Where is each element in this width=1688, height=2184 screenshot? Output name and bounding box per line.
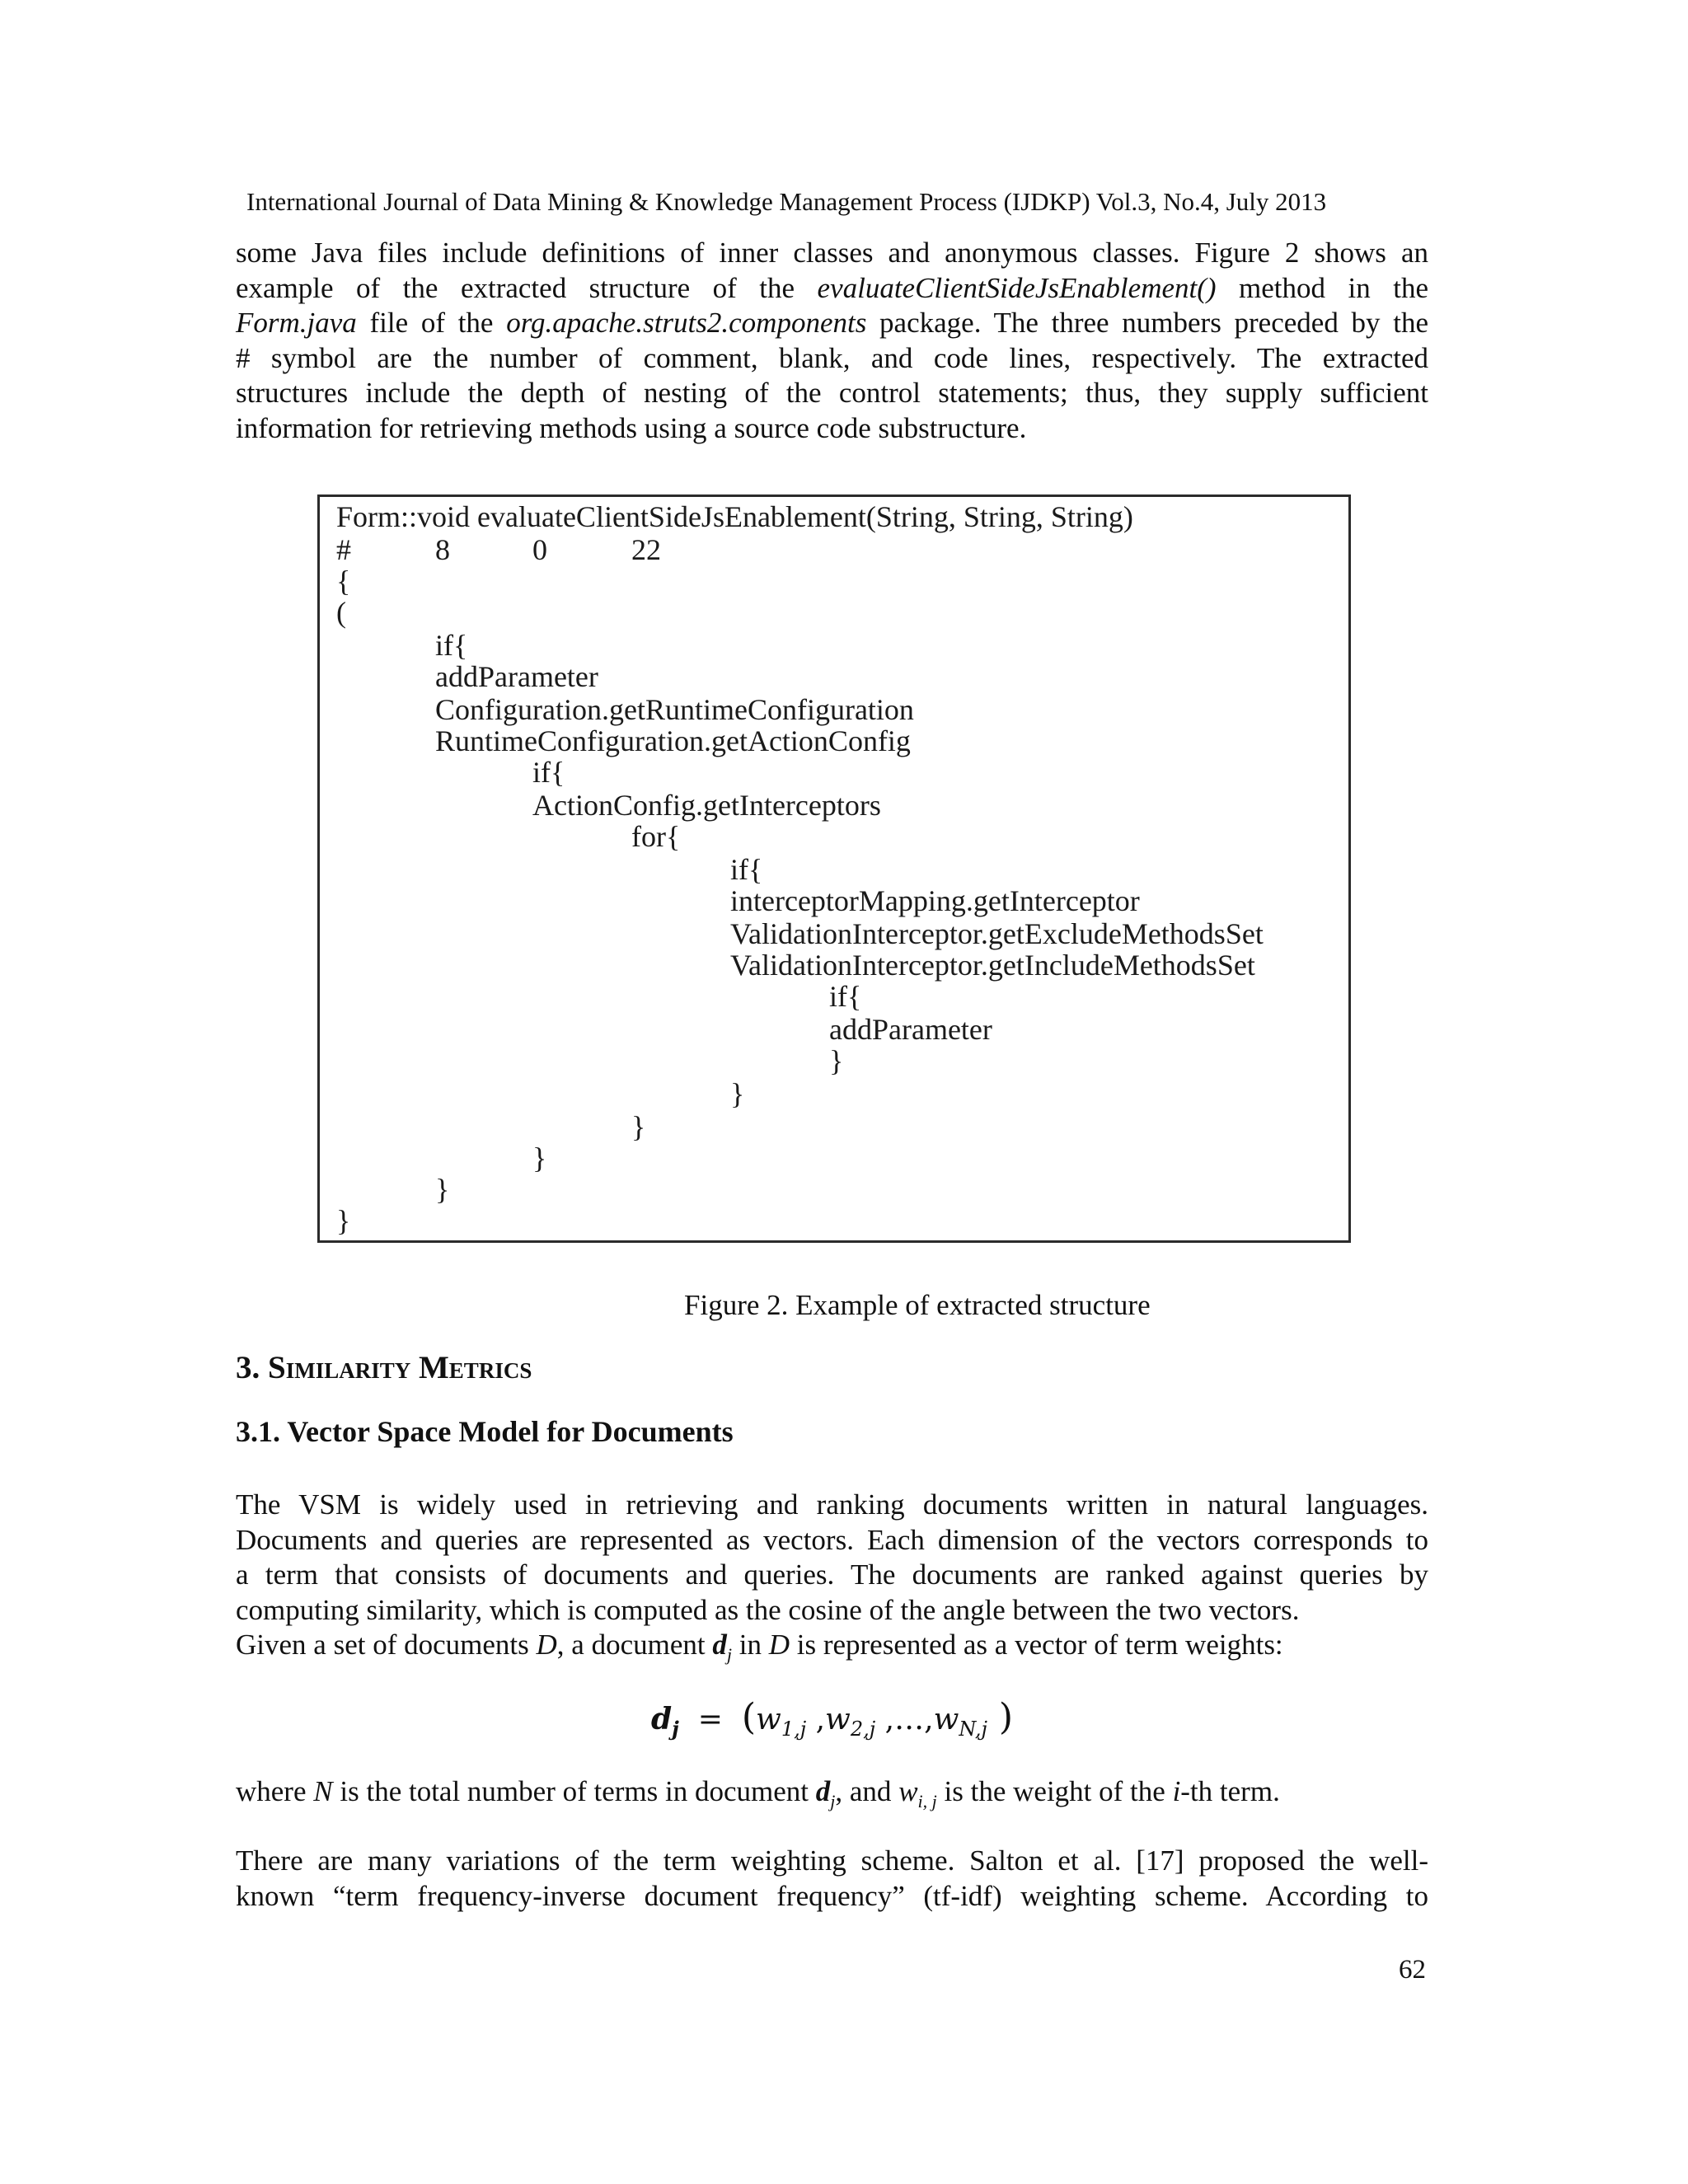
section-heading (236, 1348, 532, 1388)
text-span: method in the (1216, 271, 1428, 304)
code-line: } (435, 1173, 450, 1206)
intro-paragraph (236, 236, 1428, 446)
heading-letter: S (268, 1350, 286, 1385)
eq-w: w (933, 1703, 959, 1736)
eq-sep: , (806, 1703, 826, 1736)
code-line: } (532, 1141, 547, 1174)
where-line (236, 1774, 1428, 1820)
text-span: where (236, 1775, 314, 1807)
code-line: if{ (435, 629, 468, 662)
intro-line-1: some Java files include definitions of inner classes and anonymous classes. Figure 2 shows an (236, 237, 1428, 269)
code-line: ValidationInterceptor.getIncludeMethodsSet (730, 949, 1255, 982)
code-signature: Form::void evaluateClientSideJsEnablement(String, String, String) (336, 500, 1133, 533)
code-line: ( (336, 596, 346, 629)
text-span: , a document (556, 1629, 713, 1661)
method-name: evaluateClientSideJsEnablement() (817, 271, 1217, 304)
code-line: for{ (631, 820, 681, 853)
code-line: Configuration.getRuntimeConfiguration (435, 693, 914, 726)
equation-term-vector (651, 1698, 1013, 1749)
vsm-line-1: The VSM is widely used in retrieving and ranking documents written in natural languages. (236, 1488, 1428, 1521)
text-span: is represented as a vector of term weights: (789, 1629, 1283, 1661)
math-subscript: j (726, 1644, 732, 1665)
eq-sub: 2,j (850, 1718, 876, 1741)
text-span: package. The three numbers preceded by the (866, 307, 1428, 339)
math-var: d (815, 1775, 831, 1807)
running-header: International Journal of Data Mining & Knowledge Management Process (IJDKP) Vol.3, No.4, July 2013 (246, 187, 1327, 216)
eq-sub: N,j (959, 1718, 987, 1741)
intro-line-2 (236, 271, 1428, 307)
weighting-line-1: There are many variations of the term weighting scheme. Salton et al. [17] proposed the well- (236, 1844, 1428, 1877)
heading-letter: M (418, 1350, 449, 1385)
text-span: example of the extracted structure of the (236, 271, 818, 304)
eq-lhs: d (651, 1702, 673, 1736)
math-var: D (536, 1629, 557, 1661)
code-line: } (829, 1044, 844, 1077)
heading-smallcaps: imilarity (285, 1350, 411, 1385)
subsection-heading: 3.1. Vector Space Model for Documents (236, 1415, 734, 1448)
math-var: N (313, 1775, 333, 1807)
math-subscript: j (830, 1791, 836, 1811)
code-line: addParameter (829, 1013, 992, 1046)
text-span: in (731, 1629, 769, 1661)
package-name: org.apache.struts2.components (506, 307, 867, 339)
vsm-line-4: computing similarity, which is computed as the cosine of the angle between the two vectors. (236, 1593, 1300, 1626)
where-paragraph (236, 1774, 1428, 1820)
code-hash-symbol: # (336, 533, 351, 566)
intro-line-6: information for retrieving methods using a source code substructure. (236, 411, 1027, 444)
intro-line-4: # symbol are the number of comment, blank, and code lines, respectively. The extracted (236, 341, 1428, 374)
code-line: ActionConfig.getInterceptors (532, 789, 881, 822)
code-line: } (631, 1110, 646, 1143)
code-line: RuntimeConfiguration.getActionConfig (435, 724, 911, 757)
weighting-paragraph (236, 1844, 1428, 1914)
code-line: } (730, 1077, 745, 1110)
file-name: Form.java (236, 307, 357, 339)
code-line: if{ (532, 756, 565, 789)
math-var: d (712, 1629, 727, 1661)
code-line: { (336, 565, 351, 598)
code-line: if{ (829, 980, 862, 1013)
code-line: addParameter (435, 660, 598, 693)
page-number: 62 (1399, 1955, 1426, 1985)
text-span: Given a set of documents (236, 1629, 537, 1661)
math-subscript: i, j (917, 1791, 937, 1811)
vsm-paragraph (236, 1488, 1428, 1673)
eq-w: w (825, 1703, 851, 1736)
eq-equals: = (697, 1703, 723, 1736)
eq-lhs-sub: j (672, 1717, 679, 1741)
heading-smallcaps: etrics (448, 1350, 532, 1385)
text-span: , and (835, 1775, 899, 1807)
vsm-line-3: a term that consists of documents and queries. The documents are ranked against queries by (236, 1558, 1428, 1591)
code-code-count: 22 (631, 533, 661, 566)
code-line: ValidationInterceptor.getExcludeMethodsSet (730, 917, 1264, 950)
intro-line-5: structures include the depth of nesting of the control statements; thus, they supply sufficient (236, 377, 1428, 409)
math-var: w (898, 1775, 918, 1807)
code-line: interceptorMapping.getInterceptor (730, 884, 1140, 917)
eq-w: w (755, 1703, 781, 1736)
eq-paren: ) (987, 1696, 1014, 1738)
code-blank-count: 0 (532, 533, 547, 566)
figure-caption: Figure 2. Example of extracted structure (684, 1289, 1151, 1321)
eq-paren: ( (741, 1696, 756, 1738)
section-number: 3. (236, 1350, 260, 1385)
math-var: i (1172, 1775, 1181, 1807)
text-span: is the weight of the (936, 1775, 1173, 1807)
math-var: D (768, 1629, 790, 1661)
text-span: -th term. (1180, 1775, 1280, 1807)
code-line: if{ (730, 853, 763, 886)
code-line: } (336, 1204, 351, 1237)
code-comment-count: 8 (435, 533, 450, 566)
eq-sub: 1,j (781, 1718, 807, 1741)
text-span: file of the (356, 307, 507, 339)
weighting-line-2: known “term frequency-inverse document frequency” (tf-idf) weighting scheme. According to (236, 1879, 1428, 1912)
text-span: is the total number of terms in document (332, 1775, 816, 1807)
figure-2-structure-box (317, 494, 1351, 1243)
eq-sep: ,…, (875, 1703, 934, 1736)
vsm-line-2: Documents and queries are represented as vectors. Each dimension of the vectors corresponds to (236, 1523, 1428, 1556)
intro-line-3 (236, 306, 1428, 341)
vsm-line-5 (236, 1628, 1428, 1673)
